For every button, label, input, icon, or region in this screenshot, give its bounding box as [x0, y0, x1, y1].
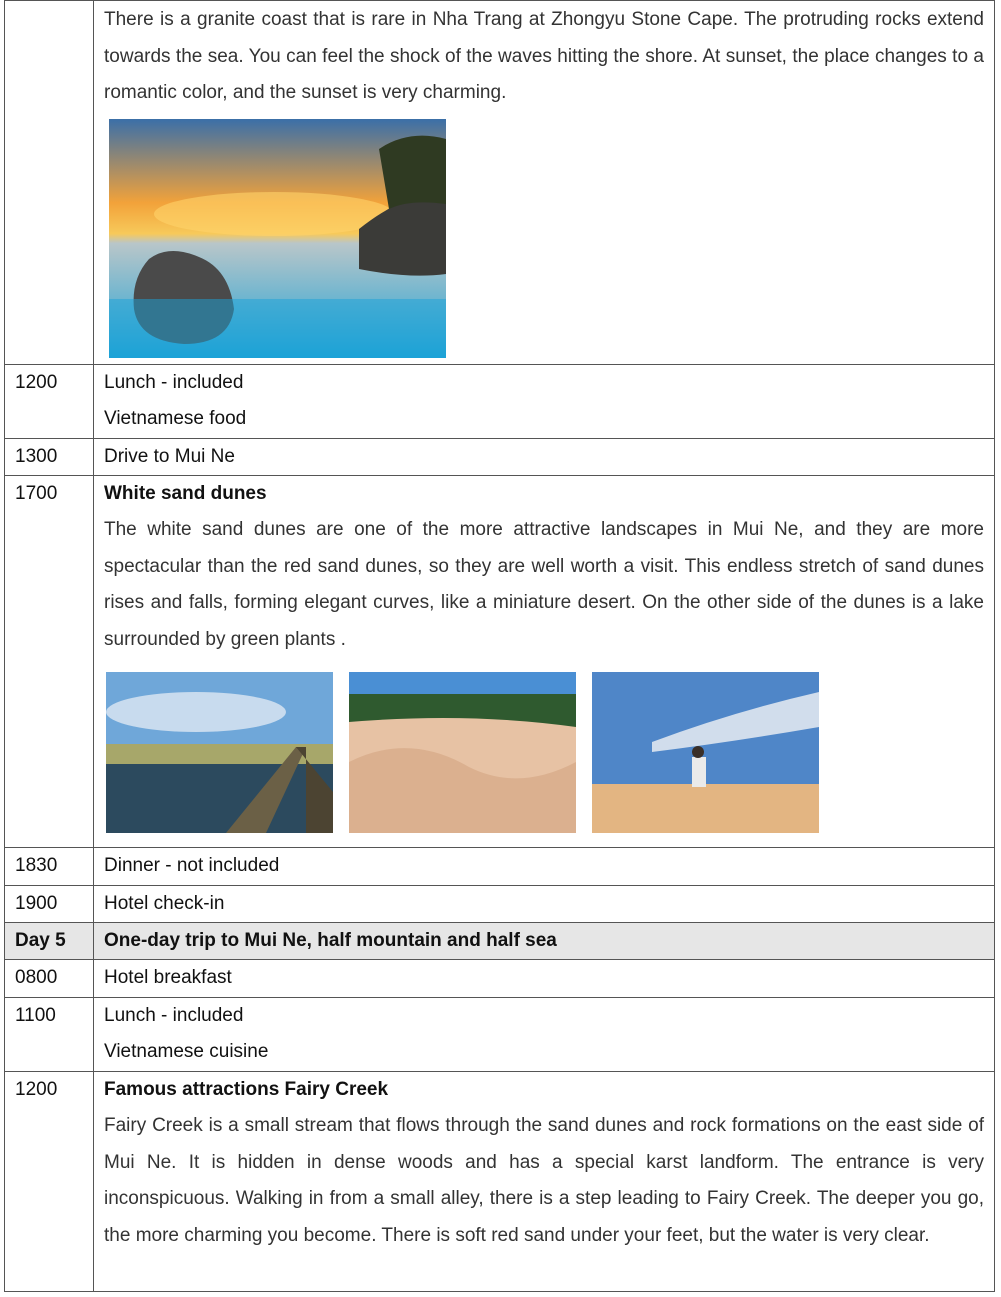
description-cell	[94, 365, 995, 439]
activity-line: Dinner - not included	[104, 855, 280, 876]
table-row	[5, 886, 995, 923]
stone-cape-sunset-photo	[109, 119, 446, 358]
description-cell	[94, 476, 995, 848]
horse-on-dunes-photo	[592, 672, 819, 833]
description-cell	[94, 439, 995, 476]
time-cell: 1300	[5, 439, 94, 476]
table-row	[5, 998, 995, 1072]
table-row	[5, 960, 995, 998]
description-cell	[94, 886, 995, 923]
fairy-creek-paragraph: Fairy Creek is a small stream that flows through the sand dunes and rock formations on the east side of Mui Ne. It is hidden in dense woods and has a special karst landform. The entrance is very inconspicuous. Walking in from a small alley, there is a step leading to Fairy Creek. The deeper you go, the more charming you become. There is soft red sand under your feet, but the water is very clear.	[104, 1115, 984, 1246]
time-cell: 1700	[5, 476, 94, 848]
sand-dunes-paragraph: The white sand dunes are one of the more attractive landscapes in Mui Ne, and they are more spectacular than the red sand dunes, so they are well worth a visit. This endless stretch of sand dunes rises and falls, forming elegant curves, like a miniature desert. On the other side of the dunes is a lake surrounded by green plants .	[104, 519, 984, 650]
description-cell	[94, 848, 995, 886]
time-cell: 1200	[5, 365, 94, 439]
day-title-text: One-day trip to Mui Ne, half mountain and half sea	[104, 930, 557, 951]
activity-line: Lunch - included	[104, 1005, 244, 1026]
activity-line: Drive to Mui Ne	[104, 446, 235, 467]
table-row	[5, 1, 995, 365]
boardwalk-photo	[106, 672, 333, 833]
attraction-title: White sand dunes	[104, 483, 267, 504]
table-row	[5, 848, 995, 886]
time-cell: 1100	[5, 998, 94, 1072]
description-cell	[94, 1072, 995, 1292]
table-row	[5, 476, 995, 848]
time-cell: 1900	[5, 886, 94, 923]
description-cell	[94, 1, 995, 365]
time-cell: 1200	[5, 1072, 94, 1292]
activity-line: Lunch - included	[104, 372, 244, 393]
table-row	[5, 1072, 995, 1292]
description-cell	[94, 998, 995, 1072]
attraction-title: Famous attractions Fairy Creek	[104, 1079, 389, 1100]
table-row	[5, 365, 995, 439]
table-row	[5, 439, 995, 476]
desert-dunes-photo	[349, 672, 576, 833]
activity-line: Vietnamese food	[104, 408, 247, 429]
activity-line: Hotel breakfast	[104, 967, 232, 988]
description-cell	[94, 960, 995, 998]
day-header-row	[5, 923, 995, 960]
time-cell: 0800	[5, 960, 94, 998]
day-label: Day 5	[5, 923, 94, 960]
stone-cape-paragraph: There is a granite coast that is rare in Nha Trang at Zhongyu Stone Cape. The protruding rocks extend towards the sea. You can feel the shock of the waves hitting the shore. At sunset, the place changes to a romantic color, and the sunset is very charming.	[104, 9, 984, 103]
time-cell	[5, 1, 94, 365]
day-title	[94, 923, 995, 960]
sand-dunes-photos	[106, 672, 984, 833]
itinerary-table	[4, 0, 995, 1292]
activity-line: Hotel check-in	[104, 893, 225, 914]
activity-line: Vietnamese cuisine	[104, 1041, 269, 1062]
time-cell: 1830	[5, 848, 94, 886]
